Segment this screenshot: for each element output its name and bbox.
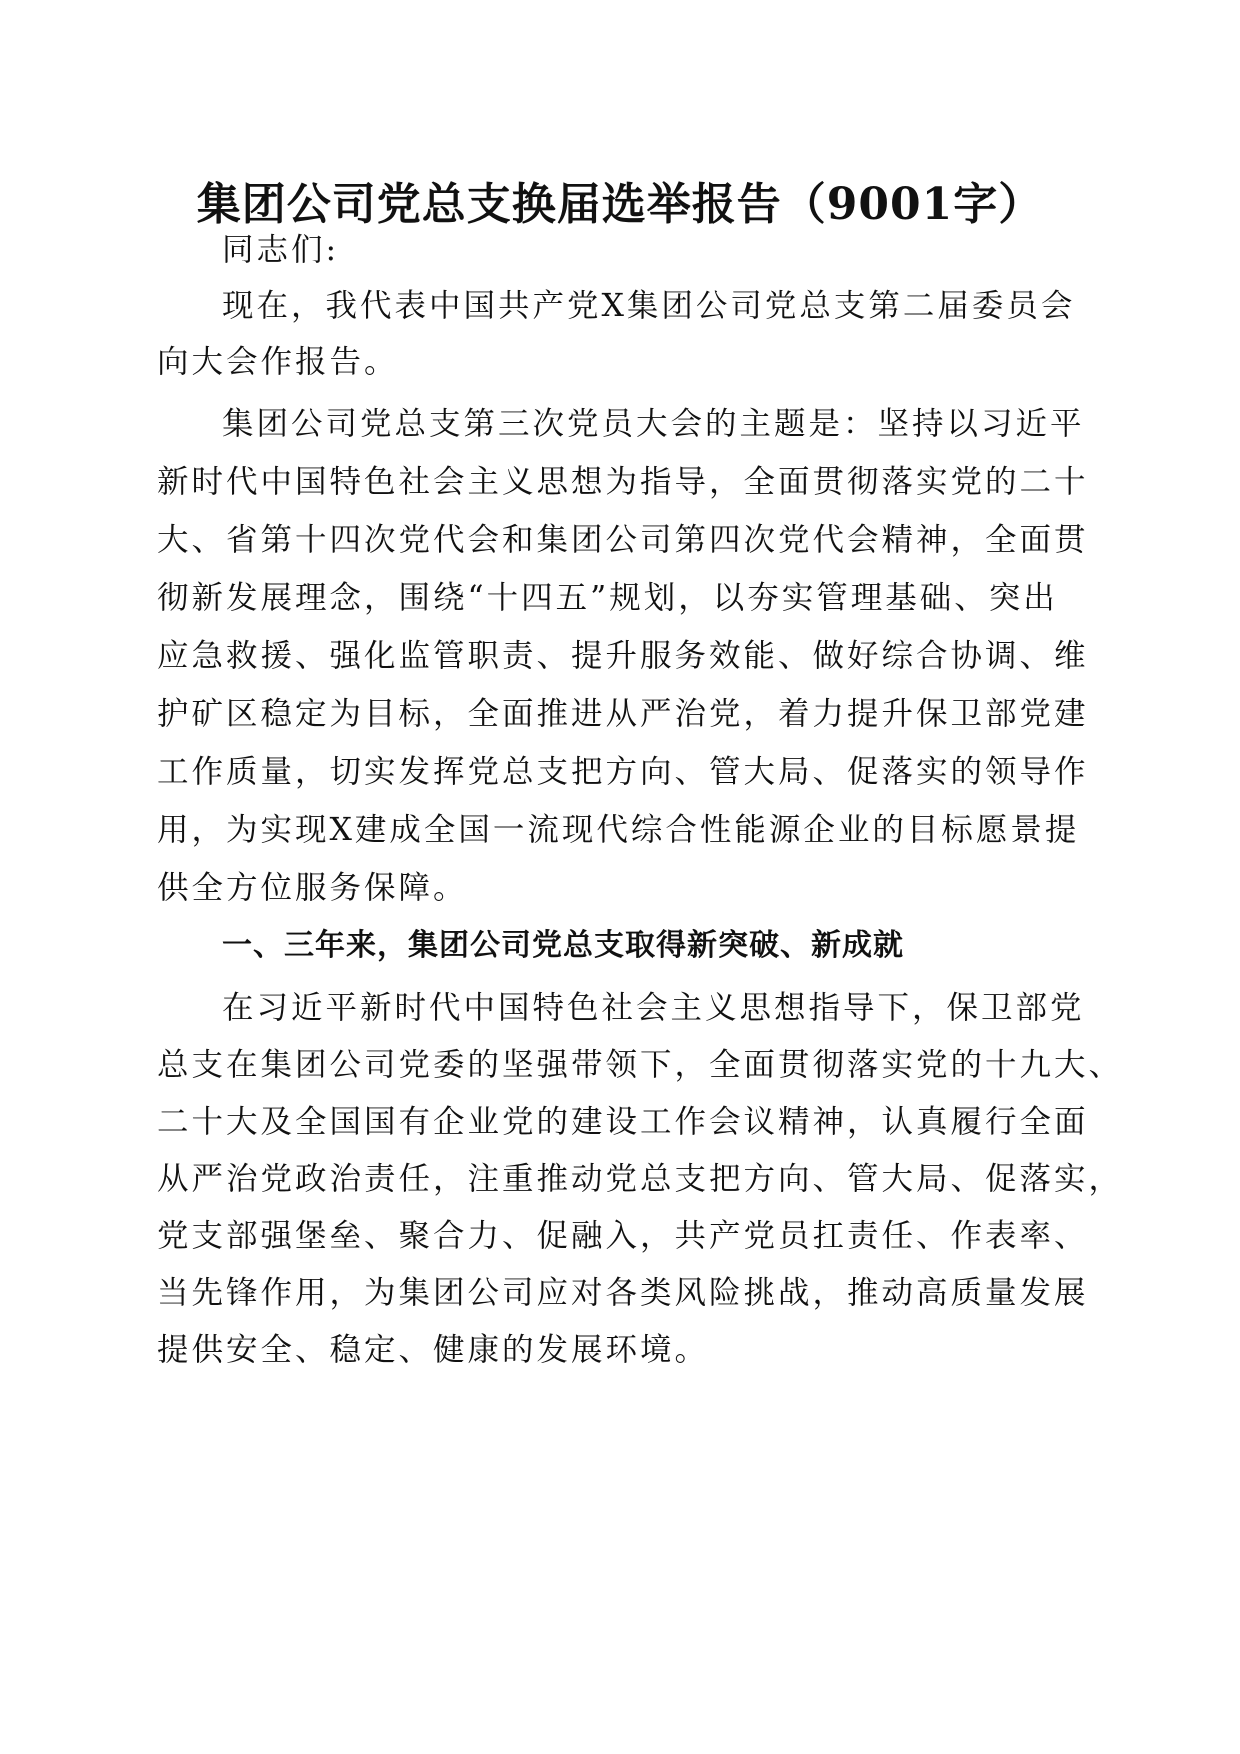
paragraph-line: 用，为实现X建成全国一流现代综合性能源企业的目标愿景提 bbox=[157, 812, 1080, 848]
paragraph-line: 总支在集团公司党委的坚强带领下，全面贯彻落实党的十九大、 bbox=[157, 1047, 1124, 1083]
paragraph-line: 现在，我代表中国共产党X集团公司党总支第二届委员会 bbox=[222, 288, 1076, 324]
document-title: 集团公司党总支换届选举报告（9001字） bbox=[196, 179, 1044, 230]
section-heading: 一、三年来，集团公司党总支取得新突破、新成就 bbox=[222, 928, 904, 963]
paragraph-line: 护矿区稳定为目标，全面推进从严治党，着力提升保卫部党建 bbox=[157, 696, 1089, 732]
paragraph-line: 大、省第十四次党代会和集团公司第四次党代会精神，全面贯 bbox=[157, 522, 1089, 558]
paragraph-line: 二十大及全国国有企业党的建设工作会议精神，认真履行全面 bbox=[157, 1104, 1089, 1140]
paragraph-line: 新时代中国特色社会主义思想为指导，全面贯彻落实党的二十 bbox=[157, 464, 1089, 500]
paragraph-line: 当先锋作用，为集团公司应对各类风险挑战，推动高质量发展 bbox=[157, 1275, 1089, 1311]
paragraph-line: 从严治党政治责任，注重推动党总支把方向、管大局、促落实， bbox=[157, 1161, 1124, 1197]
paragraph-line: 党支部强堡垒、聚合力、促融入，共产党员扛责任、作表率、 bbox=[157, 1218, 1089, 1254]
salutation: 同志们: bbox=[222, 232, 340, 268]
paragraph-line: 在习近平新时代中国特色社会主义思想指导下，保卫部党 bbox=[222, 990, 1085, 1026]
paragraph-line: 工作质量，切实发挥党总支把方向、管大局、促落实的领导作 bbox=[157, 754, 1089, 790]
paragraph-line: 提供安全、稳定、健康的发展环境。 bbox=[157, 1332, 710, 1368]
paragraph-line: 供全方位服务保障。 bbox=[157, 870, 468, 906]
paragraph-line: 彻新发展理念，围绕“十四五”规划，以夯实管理基础、突出 bbox=[157, 580, 1058, 616]
paragraph-line: 应急救援、强化监管职责、提升服务效能、做好综合协调、维 bbox=[157, 638, 1089, 674]
paragraph-line: 集团公司党总支第三次党员大会的主题是：坚持以习近平 bbox=[222, 406, 1085, 442]
paragraph-line: 向大会作报告。 bbox=[157, 344, 399, 380]
